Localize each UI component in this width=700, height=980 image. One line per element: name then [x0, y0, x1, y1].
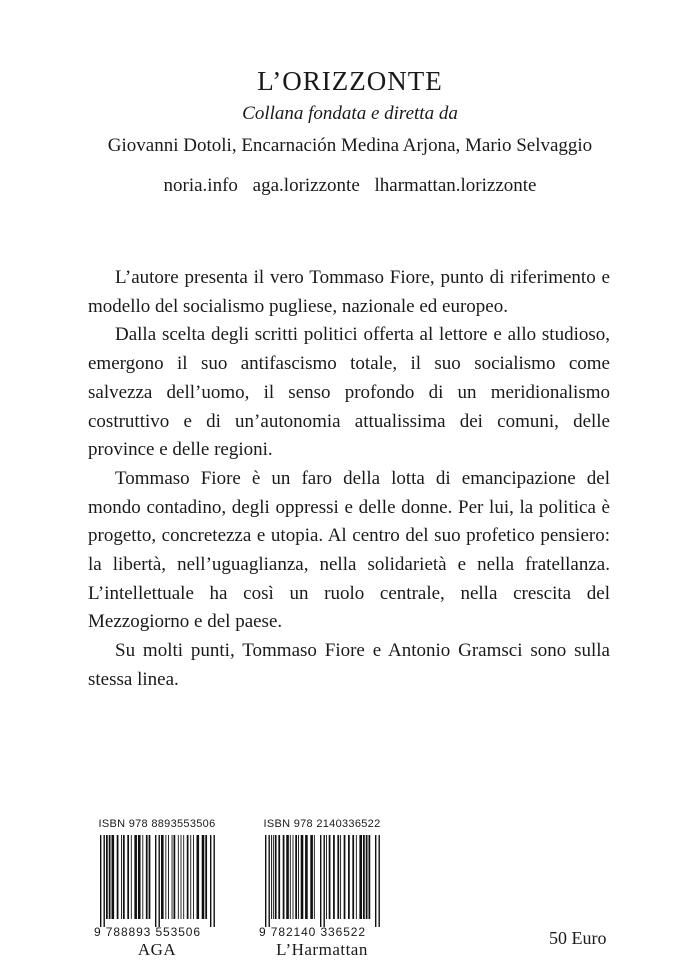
publisher-name: L’Harmattan: [276, 940, 368, 959]
series-header: [0, 64, 700, 199]
description-paragraph: L’autore presenta il vero Tommaso Fiore, punto di riferimento e modello del socialismo pugliese, nazionale ed europeo.: [88, 267, 610, 317]
barcode-lharmattan: [257, 818, 387, 960]
isbn-label: ISBN 978 2140336522: [263, 818, 381, 830]
barcode-bars: [259, 835, 385, 927]
publisher-name: AGA: [137, 940, 177, 959]
description-paragraph: Su molti punti, Tommaso Fiore e Antonio Gramsci sono sulla stessa linea.: [88, 640, 610, 690]
series-editors: Giovanni Dotoli, Encarnación Medina Arjona, Mario Selvaggio: [107, 135, 593, 156]
series-links: [0, 173, 700, 199]
barcode-aga: [92, 818, 222, 960]
link-noria[interactable]: noria.info: [163, 175, 238, 196]
series-subtitle: Collana fondata e diretta da: [242, 103, 458, 124]
barcode-bars: [94, 835, 220, 927]
series-title: L’ORIZZONTE: [257, 66, 443, 96]
ean-digits: 9 788893 553506: [94, 925, 201, 939]
description-paragraph: Tommaso Fiore è un faro della lotta di emancipazione del mondo contadino, degli oppressi e delle donne. Per lui, la politica è progetto, concretezza e utopia. Al centro del suo profetico pensiero: la libertà, nell’uguaglianza, nella solidarietà e nella fratellanza. L’intellettuale ha così un ruolo centrale, nella crescita del Mezzogiorno e del paese.: [88, 467, 610, 633]
ean-digits: 9 782140 336522: [259, 925, 366, 939]
link-lharmattan[interactable]: lharmattan.lorizzonte: [374, 175, 537, 196]
description-paragraph: Dalla scelta degli scritti politici offerta al lettore e allo studioso, emergono il suo antifascismo totale, il suo socialismo come salvezza dell’uomo, il senso profondo di un meridionalismo costruttivo e di un’autonomia attualissima dei comuni, delle province e delle regioni.: [88, 324, 610, 461]
book-description: [88, 264, 610, 695]
link-aga[interactable]: aga.lorizzonte: [252, 175, 360, 196]
price: 50 Euro: [549, 928, 607, 948]
isbn-label: ISBN 978 8893553506: [98, 818, 216, 830]
